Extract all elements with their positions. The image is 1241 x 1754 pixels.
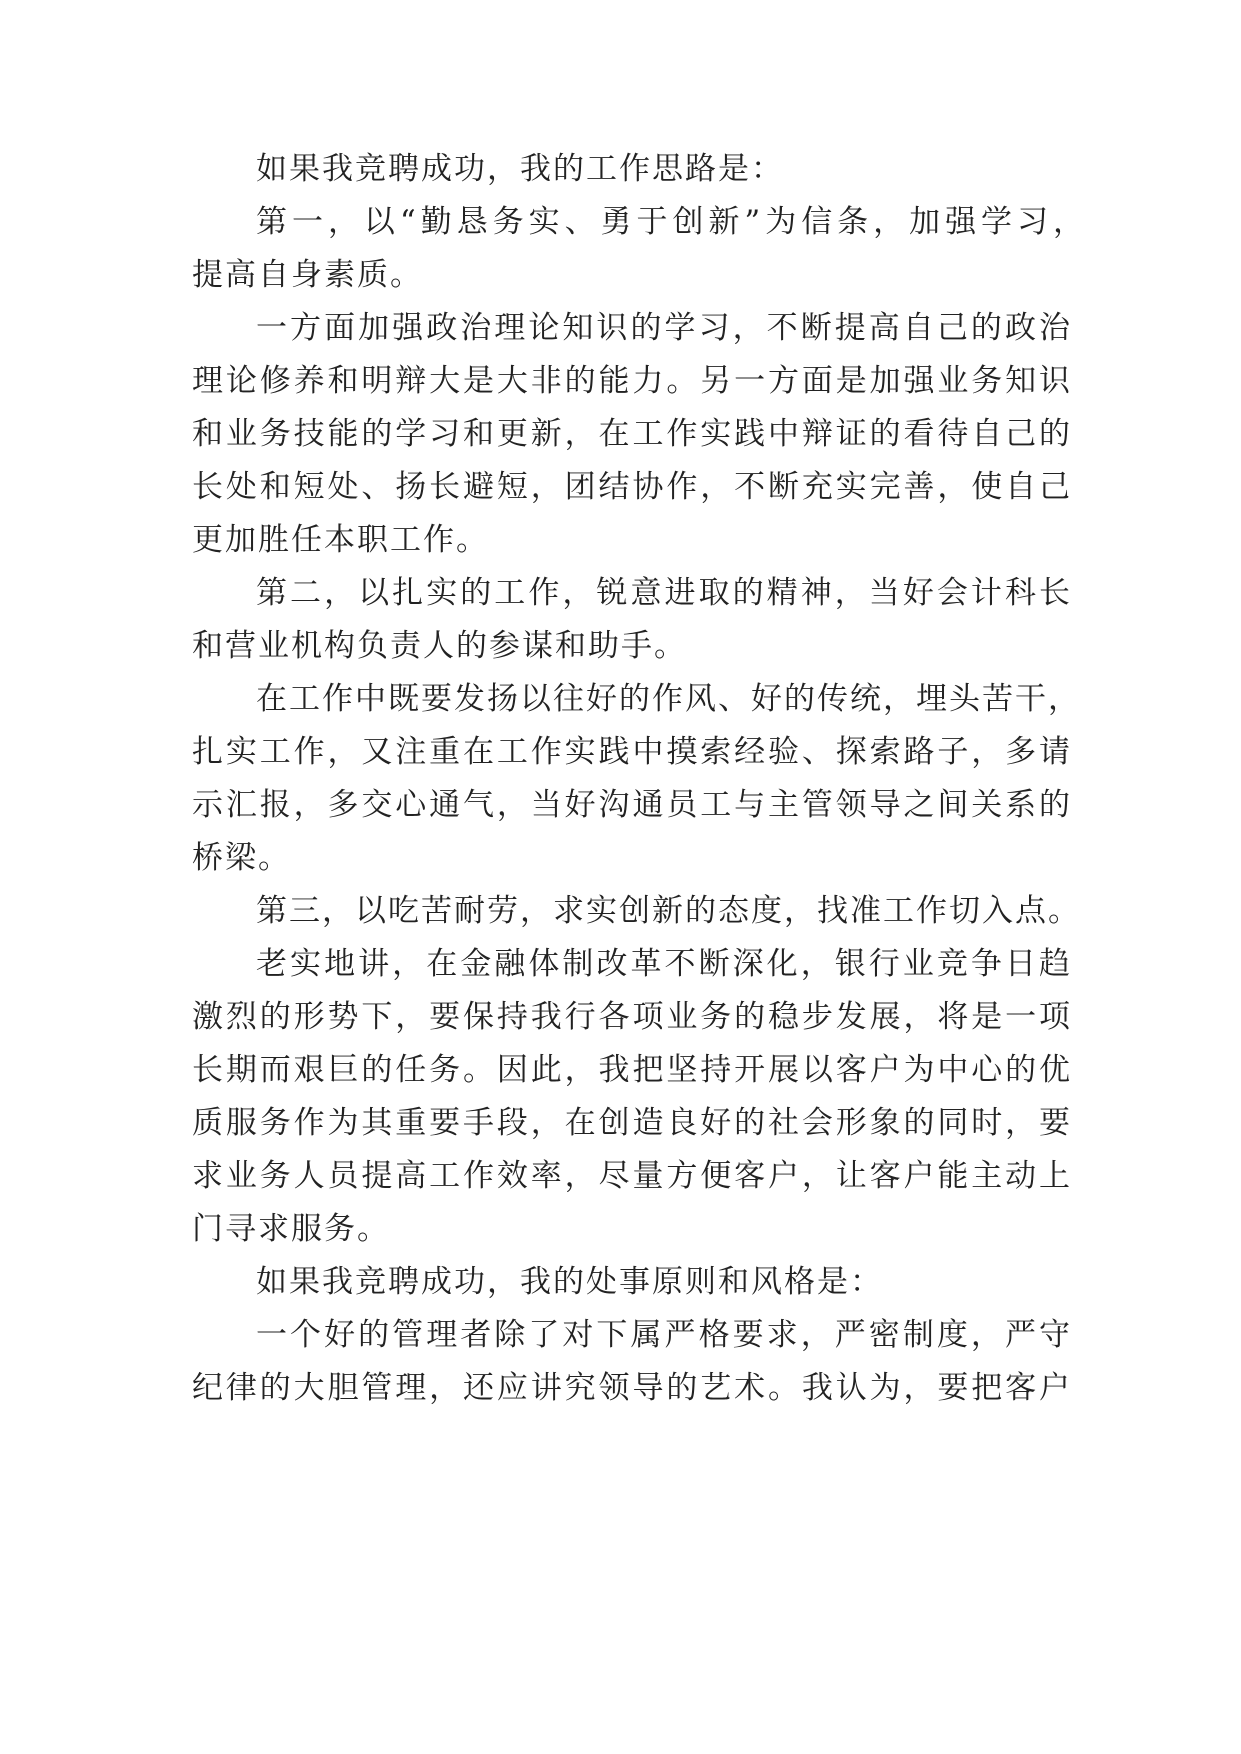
text-line: 如果我竞聘成功，我的工作思路是： xyxy=(256,151,784,187)
text-line: 一方面加强政治理论知识的学习，不断提高自己的政治 xyxy=(256,310,1072,346)
text-line: 第二，以扎实的工作，锐意进取的精神，当好会计科长 xyxy=(256,575,1072,611)
text-line: 提高自身素质。 xyxy=(192,257,423,293)
text-line: 第三，以吃苦耐劳，求实创新的态度，找准工作切入点。 xyxy=(256,893,1081,929)
text-line: 长处和短处、扬长避短，团结协作，不断充实完善，使自己 xyxy=(192,469,1072,505)
text-line: 门寻求服务。 xyxy=(192,1211,390,1247)
text-line: 更加胜任本职工作。 xyxy=(192,522,489,558)
text-line: 质服务作为其重要手段，在创造良好的社会形象的同时，要 xyxy=(192,1105,1072,1141)
text-line: 如果我竞聘成功，我的处事原则和风格是： xyxy=(256,1264,883,1300)
text-line: 激烈的形势下，要保持我行各项业务的稳步发展，将是一项 xyxy=(192,999,1072,1035)
text-line: 示汇报，多交心通气，当好沟通员工与主管领导之间关系的 xyxy=(192,787,1072,823)
text-line: 一个好的管理者除了对下属严格要求，严密制度，严守 xyxy=(256,1317,1072,1353)
text-line: 和营业机构负责人的参谋和助手。 xyxy=(192,628,687,664)
text-line: 老实地讲，在金融体制改革不断深化，银行业竞争日趋 xyxy=(256,946,1072,982)
text-line: 在工作中既要发扬以往好的作风、好的传统，埋头苦干， xyxy=(256,681,1081,717)
text-line: 扎实工作，又注重在工作实践中摸索经验、探索路子，多请 xyxy=(192,734,1072,770)
text-line: 理论修养和明辩大是大非的能力。另一方面是加强业务知识 xyxy=(192,363,1072,399)
text-line: 第一，以“勤恳务实、勇于创新”为信条，加强学习， xyxy=(256,204,1086,240)
text-line: 求业务人员提高工作效率，尽量方便客户，让客户能主动上 xyxy=(192,1158,1072,1194)
text-line: 纪律的大胆管理，还应讲究领导的艺术。我认为，要把客户 xyxy=(192,1370,1072,1406)
text-line: 长期而艰巨的任务。因此，我把坚持开展以客户为中心的优 xyxy=(192,1052,1072,1088)
text-line: 和业务技能的学习和更新，在工作实践中辩证的看待自己的 xyxy=(192,416,1072,452)
text-line: 桥梁。 xyxy=(192,840,291,876)
